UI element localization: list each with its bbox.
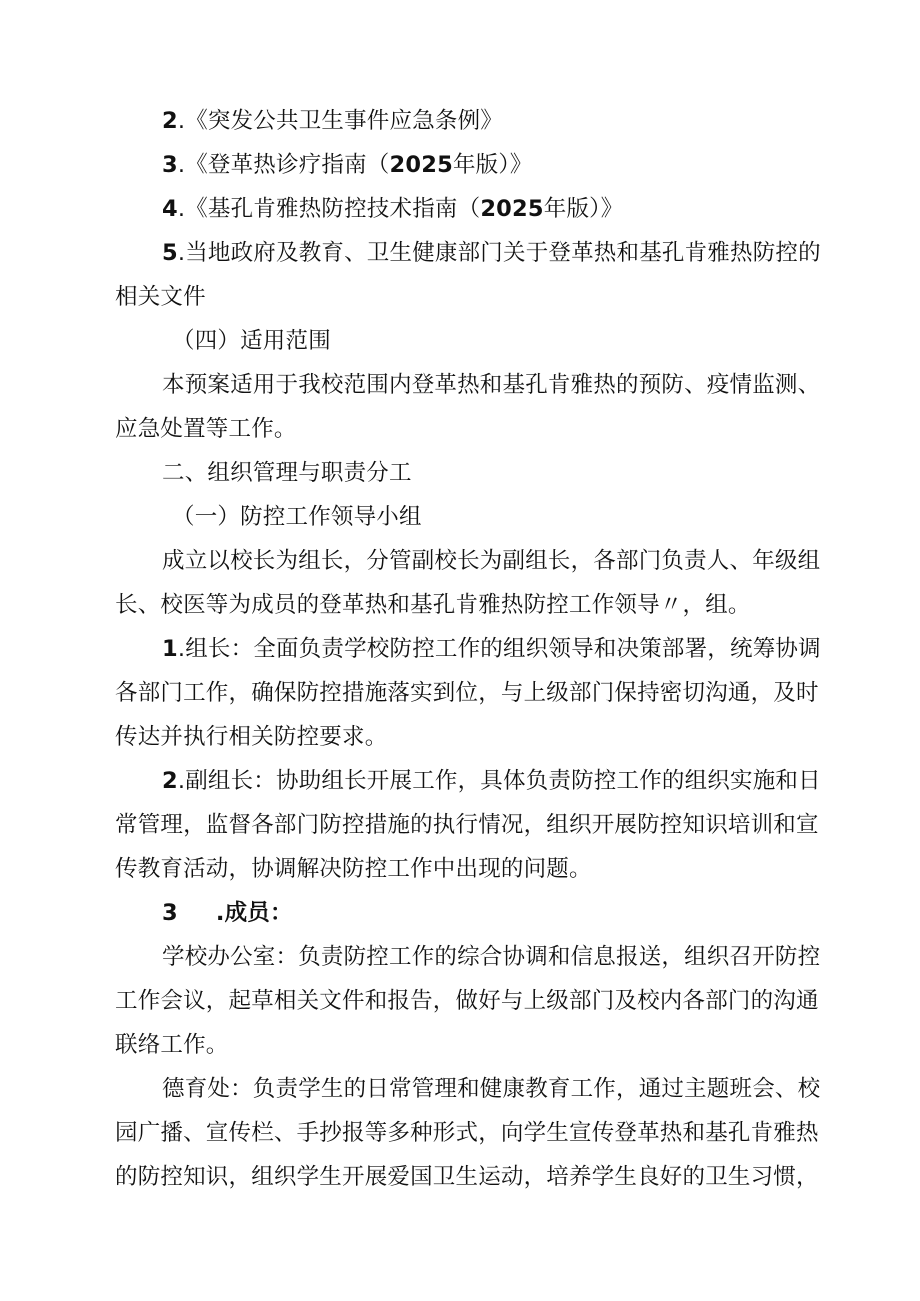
- item-number: 5: [162, 240, 178, 266]
- paragraph-line: 传达并执行相关防控要求。: [115, 724, 388, 750]
- duty-item-3: [162, 898, 293, 928]
- item-text-tail: 年版）》: [452, 152, 533, 178]
- paragraph-line: 园广播、宣传栏、手抄报等多种形式，向学生宣传登革热和基孔肯雅热: [115, 1120, 819, 1146]
- item-text: .《基孔肯雅热防控技术指南（: [177, 196, 481, 222]
- paragraph-line: 联络工作。: [115, 1032, 229, 1058]
- item-text: .《突发公共卫生事件应急条例》: [177, 108, 504, 134]
- paragraph-line: 成立以校长为组长，分管副校长为副组长，各部门负责人、年级组: [162, 548, 821, 574]
- item-number: 3: [162, 900, 178, 926]
- paragraph-line: 德育处：负责学生的日常管理和健康教育工作，通过主题班会、校: [162, 1076, 821, 1102]
- item-number: 4: [162, 196, 178, 222]
- item-text-tail: 年版）》: [543, 196, 624, 222]
- item-year: 2025: [480, 196, 544, 222]
- paragraph-line: 工作会议，起草相关文件和报告，做好与上级部门及校内各部门的沟通: [115, 988, 819, 1014]
- item-text: .副组长：协助组长开展工作，具体负责防控工作的组织实施和日: [177, 768, 821, 794]
- item-text: .组长：全面负责学校防控工作的组织领导和决策部署，统筹协调: [177, 636, 821, 662]
- item-text: .成员：: [215, 900, 293, 926]
- paragraph-line: 本预案适用于我校范围内登革热和基孔肯雅热的预防、疫情监测、: [162, 372, 821, 398]
- item-text: .《登革热诊疗指南（: [177, 152, 390, 178]
- paragraph-line: 的防控知识，组织学生开展爱国卫生运动，培养学生良好的卫生习惯，: [115, 1164, 819, 1190]
- item-number: 3: [162, 152, 178, 178]
- paragraph-line: 应急处置等工作。: [115, 416, 297, 442]
- item-year: 2025: [389, 152, 453, 178]
- item-text: .当地政府及教育、卫生健康部门关于登革热和基孔肯雅热防控的: [177, 240, 821, 266]
- paragraph-line: 长、校医等为成员的登革热和基孔肯雅热防控工作领导〃，组。: [115, 592, 751, 618]
- reference-item-3: [162, 150, 533, 180]
- section-heading-scope: （四）适用范围: [172, 328, 331, 354]
- paragraph-line: 传教育活动，协调解决防控工作中出现的问题。: [115, 856, 592, 882]
- duty-item-1: [162, 634, 821, 664]
- chapter-heading: 二、组织管理与职责分工: [162, 460, 412, 486]
- section-heading-leadership: （一）防控工作领导小组: [172, 504, 422, 530]
- paragraph-line: 各部门工作，确保防控措施落实到位，与上级部门保持密切沟通，及时: [115, 680, 819, 706]
- reference-item-4: [162, 194, 623, 224]
- paragraph-line: 学校办公室：负责防控工作的综合协调和信息报送，组织召开防控: [162, 944, 821, 970]
- reference-item-5: [162, 238, 821, 268]
- item-number: 1: [162, 636, 178, 662]
- paragraph-line: 常管理，监督各部门防控措施的执行情况，组织开展防控知识培训和宣: [115, 812, 819, 838]
- paragraph-line: 相关文件: [115, 284, 206, 310]
- reference-item-2: [162, 106, 503, 136]
- duty-item-2: [162, 766, 821, 796]
- item-number: 2: [162, 768, 178, 794]
- item-number: 2: [162, 108, 178, 134]
